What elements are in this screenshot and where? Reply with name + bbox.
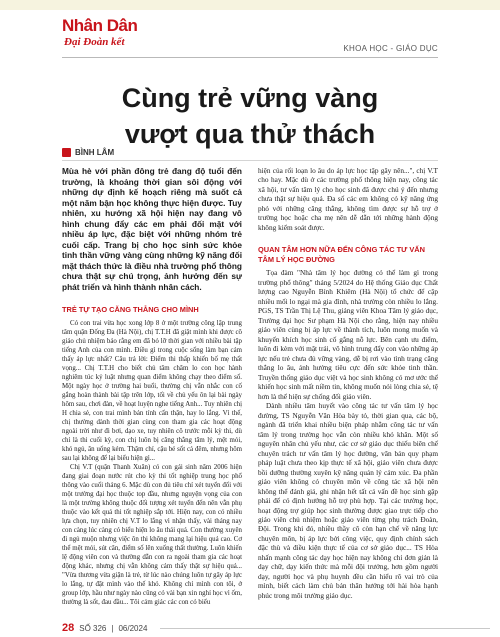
body-paragraph: Chị V.T (quận Thanh Xuân) có con gái sinh năm 2006 hiện đang giai đoạn nước rút cho kỳ thi tốt nghiệp trung học phổ thông vào cuối tháng 6. Mặc dù con đủ tiêu chí xét tuyển đối với một trường đại học thuộc top đầu, nhưng nguyện vọng của con là một trường không thuộc đối tượng xét tuyển đến nên vẫn phụ thuộc vào kết quả thi tốt nghiệp sắp tới. Hiện nay, con có nhiều lựa chọn, tuy nhiên chị V.T lo lắng vì nhận thấy, vài tháng nay con càng lúc càng có biểu hiện lo âu thái quá. Con thường xuyên đi ngủ muộn nhưng việc ôn thi không mang lại hiệu quả cao. Cơ thể mệt mỏi, sút cân, điểm số lên xuống thất thường. Luôn khiến lệ động viên con và thường dẫn con ra ngoài tham gia các hoạt động khác, nhưng chị vẫn không cảm thấy thật sự hiệu quả... "Vừa thương vừa giận là trẻ, từ lúc nào chúng luôn tự gây áp lực lo lắng, tự đặt mình vào thế khó. Không chỉ mình con tôi, ở group lớp, hầu như ngày nào cũng có vài bạn xin nghỉ học vì ốm, thường là sốt, đau đầu... Tôi cảm giác các con có biểu <box>62 463 242 606</box>
issue-number: SỐ 326 <box>79 623 107 633</box>
logo-text: Nhân Dân <box>62 16 138 35</box>
left-column <box>62 166 242 607</box>
top-band <box>0 0 500 10</box>
body-paragraph: Tọa đàm "Nhà tâm lý học đường có thể làm gì trong trường phổ thông" tháng 5/2024 do Hệ thống Giáo dục Chất lượng cao Nguyễn Bỉnh Khiêm (Hà Nội) tổ chức để cập nhiều mối lo ngại mà gia đình, nhà trường còn nhiều lo lắng. PGS, TS Trần Thị Lệ Thu, giảng viên Khoa Tâm lý giáo dục, Trường đại học Sư phạm Hà Nội cho rằng, hiện nay nhiều giáo viên cùng bị áp lực về thành tích, luôn mong muốn và khuyến khích học sinh cố gắng nỗ lực. Bên cạnh ưu điểm, luôn đi kèm với mặt trái, vô hình trung đẩy con vào những áp lực nếu trẻ chưa đủ vững vàng, dễ bị rơi vào tình trạng căng thẳng lo âu, ảnh hưởng tiêu cực đến sức khỏe tinh thần. Truyền thống giáo dục việt và học sinh không có mơ ước thể khiến học sinh mất niềm tin, không muốn nói lòng chia sẻ, tệ hơn là thể hiện sự chống đối giáo viên. <box>258 268 438 401</box>
author-byline <box>62 148 114 157</box>
masthead-logo[interactable] <box>62 16 138 54</box>
body-paragraph: Dành nhiều tâm huyết vào công tác tư vấn tâm lý học đường, TS Nguyễn Văn Hòa bày tỏ, thời gian qua, các bộ, ngành đã triển khai nhiều biện pháp nhằm công tác tư vấn tâm lý trong trường học vẫn còn nhiều khó khăn. Một số nguyên nhân chủ yếu như, các cơ sở giáo dục thiếu biên chế chuyên trách tư vấn tâm lý học đường, văn bản quy phạm pháp luật chưa theo kịp thực tế xã hội, giáo viên chưa được bồi dưỡng thường xuyên kỹ năng quản lý cảm xúc. Đa phần giáo viên không có chuyên môn về công tác xã hội nên không thể đánh giá, ghi nhận hết tất cả vấn đề học sinh gặp phải để có định hướng hỗ trợ phù hợp. Tại các trường học, hoạt động trợ giúp học sinh thường được giao trực tiếp cho giáo viên chủ nhiệm hoặc giáo viên từng phụ trách Đoàn, Đội. Trong khi đó, nhiều thầy cô còn hạn chế về năng lực chuyên môn, bị áp lực bởi công việc, quy định chính sách đặc thù và điều kiện thực tế của cơ sở giáo dục... TS Hòa nhấn mạnh công tác dạy học hiện nay không chỉ đơn giản là dạy chữ, dạy kiến thức mà mỗi đội trưởng, hơn gồm người dạy, người học và phụ huynh đều cần hiểu rõ vai trò của mình, biết cách làm chủ bản thân hướng tới hài hòa hạnh phúc trong môi trường giáo dục. <box>258 401 438 600</box>
article-lede: Mùa hè với phần đông trẻ đang độ tuổi đến trường, là khoảng thời gian sôi động với những dự định kế hoạch riêng mà suốt cả một năm bận học không thực hiện được. Tuy nhiên, xu hướng xã hội hiện nay đang vô hình chung đẩy các em phải đối mặt với nhiều áp lực, đặc biệt với những nhóm trẻ cuối cấp. Trang bị cho học sinh sức khỏe tinh thần vững vàng cùng những kỹ năng đối mặt thách thức là điều nhà trường phổ thông chưa thật sự chú trọng, ảnh hưởng đến sự phát triển và hình thành nhân cách. <box>62 166 242 292</box>
subheading-1: TRẺ TỰ TẠO CĂNG THẲNG CHO MÌNH <box>62 305 199 314</box>
issue-date: 06/2024 <box>118 623 148 633</box>
author-name: BÌNH LÂM <box>75 148 115 157</box>
byline-divider <box>62 160 438 161</box>
right-column <box>258 166 438 600</box>
body-paragraph-continued: hiện của rối loạn lo âu do áp lực học tập gây nên...", chị V.T cho hay. Mặc dù ở các trường phổ thông hiện nay, công tác xã hội, tư vấn tâm lý cho học sinh đã được chú ý đến nhưng chưa thật sự hiệu quả. Đa số các em không có kỹ năng ứng phó với những căng thẳng, không tìm được sự hỗ trợ ở trường học hoặc cha mẹ nên dễ dẫn tới những hành động không kiểm soát được. <box>258 166 438 232</box>
article-title-line-1: Cùng trẻ vững vàng <box>121 83 379 113</box>
subheading-2: QUAN TÂM HƠN NỮA ĐẾN CÔNG TÁC TƯ VẤN TÂM LÝ HỌC ĐƯỜNG <box>258 245 425 264</box>
section-label: KHOA HỌC - GIÁO DỤC <box>343 44 438 53</box>
page-footer <box>62 622 490 634</box>
footer-separator: | <box>111 623 114 633</box>
header-divider <box>62 57 438 58</box>
body-paragraph: Có con trai vừa học xong lớp 8 ở một trường công lập trung tâm quận Đống Đa (Hà Nội), chị T.T.H đã giật mình khi được cô giáo chủ nhiệm báo rằng em đã bỏ lỡ thời gian với nhiều bài tập tiếng Anh của con mình. Điều gì trong cuộc sống làm bạn cảm thấy áp lực nhất? Câu trả lời: Điểm thi thấp khiến bố mẹ thất vọng... Chị T.T.H cho biết chủ tâm chăm lo con học hành nghiêm túc kỷ luật nhưng quan điểm không chạy theo điểm số. Một ngày học ở trường hai buổi, thường chị vẫn nhắc con cố gắng hoàn thành bài tập trên lớp, tối về chủ yếu ôn lại bài ngày hôm sau, chơi đàn, về hoạt luyện nghe tiếng Anh... Tuy nhiên chị H chia sẻ, con trai mình bản tính cẩn thận, hay lo lắng. Vì thế, chị thường dành thời gian cùng con tham gia các hoạt động ngoài trời như đi bơi, dạo xe, tuy nhiên cô trước mỗi kỳ thi, dù chỉ là thi cuối kỳ, con chị luôn bị căng thẳng tâm lý, mệt mỏi, khó ngủ, ăn uống kém. Thậm chí, cậu bé sốt cả đêm, nhưng hôm sau lại không để lại biểu hiện gì... <box>62 319 242 462</box>
article-title-line-2: vượt qua thử thách <box>124 119 376 149</box>
logo-subtext: Đại Đoàn kết <box>64 36 125 48</box>
author-marker-icon <box>62 148 71 157</box>
page-number: 28 <box>62 622 75 634</box>
footer-divider <box>160 628 490 629</box>
